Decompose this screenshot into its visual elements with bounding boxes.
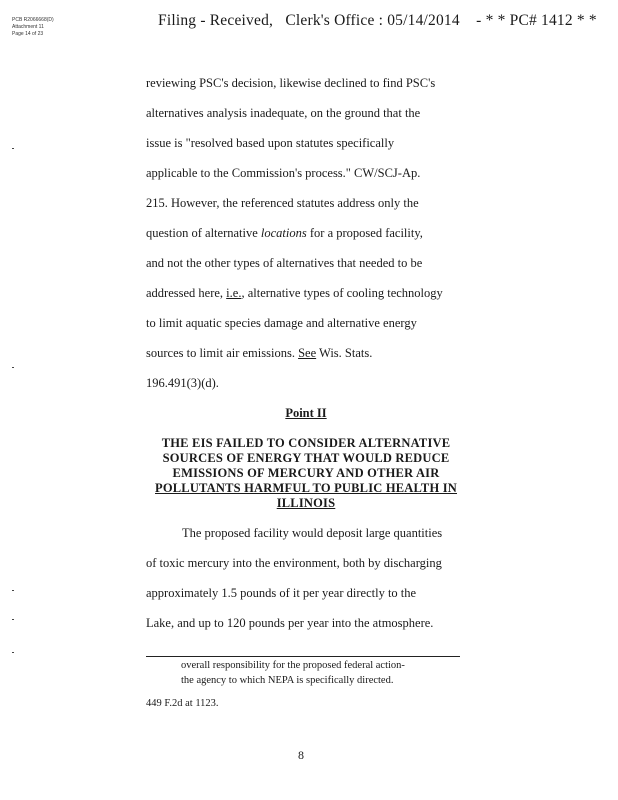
heading-line: SOURCES OF ENERGY THAT WOULD REDUCE bbox=[162, 451, 450, 465]
stamp-line: Attachment 11 bbox=[12, 24, 44, 30]
body-line: 196.491(3)(d). bbox=[146, 376, 219, 390]
filing-header bbox=[158, 12, 608, 30]
filing-stamp bbox=[12, 17, 54, 38]
body-line: approximately 1.5 pounds of it per year directly to the bbox=[146, 586, 417, 600]
stamp-line: Page 14 of 23 bbox=[12, 31, 44, 37]
emphasis-locations: locations bbox=[260, 226, 307, 240]
body-line: to limit aquatic species damage and alternative energy bbox=[146, 316, 417, 330]
pc-number: - * * PC# 1412 * * bbox=[476, 12, 597, 29]
body-line: issue is "resolved based upon statutes specifically bbox=[146, 136, 395, 150]
heading-line: EMISSIONS OF MERCURY AND OTHER AIR bbox=[172, 466, 440, 480]
body-line: Lake, and up to 120 pounds per year into the atmosphere. bbox=[146, 616, 434, 630]
point-heading: Point II bbox=[285, 406, 327, 420]
footnote-divider bbox=[146, 656, 460, 657]
body-line: of toxic mercury into the environment, both by discharging bbox=[146, 556, 442, 570]
scan-mark bbox=[12, 590, 14, 591]
see-signal: See bbox=[298, 346, 317, 360]
page-number: 8 bbox=[298, 748, 304, 762]
body-line: 215. However, the referenced statutes address only the bbox=[146, 196, 419, 210]
body-line: reviewing PSC's decision, likewise declined to find PSC's bbox=[146, 76, 436, 90]
stamp-line: PCB R2066668(D) bbox=[12, 17, 54, 23]
scan-mark bbox=[12, 619, 14, 620]
scan-mark bbox=[12, 652, 14, 653]
filing-received-text: Filing - Received, bbox=[158, 12, 274, 29]
body-line: and not the other types of alternatives that needed to be bbox=[146, 256, 423, 270]
heading-line: POLLUTANTS HARMFUL TO PUBLIC HEALTH IN bbox=[155, 481, 457, 495]
body-line: addressed here, i.e., alternative types of cooling technology bbox=[146, 286, 443, 300]
body-line: question of alternative locations for a proposed facility, bbox=[146, 226, 423, 240]
scan-mark bbox=[12, 148, 14, 149]
footnote-line: the agency to which NEPA is specifically directed. bbox=[181, 675, 394, 686]
clerks-office-date: Clerk's Office : 05/14/2014 bbox=[285, 12, 460, 29]
body-line: The proposed facility would deposit large quantities bbox=[182, 526, 443, 540]
body-line: alternatives analysis inadequate, on the ground that the bbox=[146, 106, 421, 120]
scan-mark bbox=[12, 367, 14, 368]
heading-line: THE EIS FAILED TO CONSIDER ALTERNATIVE bbox=[161, 436, 451, 450]
body-line: applicable to the Commission's process." CW/SCJ-Ap. bbox=[146, 166, 421, 180]
ie-abbrev: i.e. bbox=[226, 286, 242, 300]
footnote-line: overall responsibility for the proposed federal action- bbox=[181, 660, 405, 671]
heading-line: ILLINOIS bbox=[276, 496, 336, 510]
body-line: sources to limit air emissions. See Wis. Stats. bbox=[146, 346, 373, 360]
citation: 449 F.2d at 1123. bbox=[146, 698, 219, 709]
